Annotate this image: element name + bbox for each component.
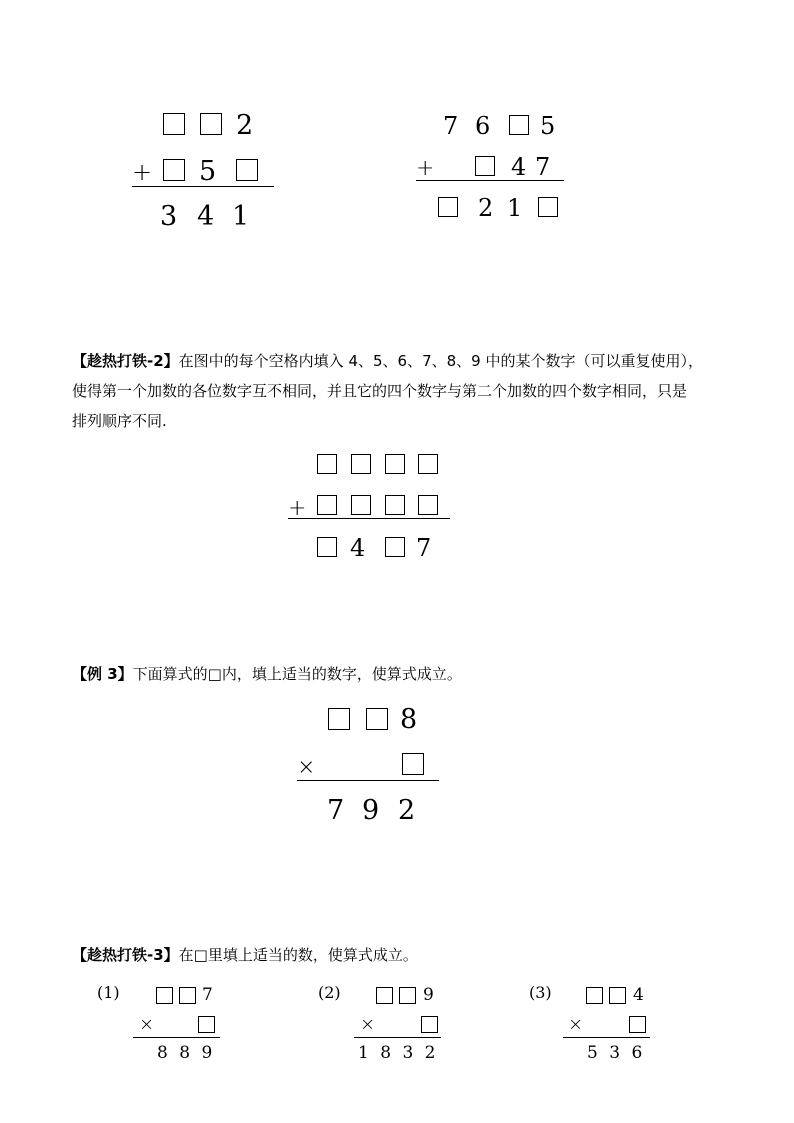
blank-box[interactable] [385,495,405,515]
sum-line [132,186,274,187]
blank-box[interactable] [351,454,371,474]
exercise-2-text [72,346,732,436]
blank-box[interactable] [509,115,529,135]
sub-puzzle-label: (1) [97,983,120,1002]
plus-sign: + [288,496,307,521]
blank-box[interactable] [586,987,603,1004]
product-line [563,1037,650,1038]
blank-box[interactable] [421,1016,438,1033]
digit: 1 [232,201,250,232]
blank-box[interactable] [163,159,185,181]
digit: 2 [478,194,494,222]
times-sign: × [139,1014,155,1035]
blank-box[interactable] [629,1016,646,1033]
blank-box[interactable] [385,537,405,557]
digit: 8 [400,704,418,735]
blank-box[interactable] [402,753,424,775]
digit: 4 [633,985,644,1005]
product-line [133,1037,220,1038]
blank-box[interactable] [179,987,196,1004]
blank-box[interactable] [538,197,558,217]
plus-sign: + [416,156,435,181]
product-line [354,1037,441,1038]
blank-box[interactable] [418,495,438,515]
exercise-line: 在□里填上适当的数，使算式成立。 [178,946,418,964]
blank-box[interactable] [399,987,416,1004]
blank-box[interactable] [198,1016,215,1033]
digit: 6 [475,112,491,140]
blank-box[interactable] [156,987,173,1004]
exercise-tag: 【趁热打铁-3】 [72,946,179,964]
exercise-line: 在图中的每个空格内填入 4、5、6、7、8、9 中的某个数字（可以重复使用）， [178,352,703,370]
sub-puzzle-label: (3) [529,983,552,1002]
digit: 3 [160,201,178,232]
digit: 4 [511,153,527,181]
blank-box[interactable] [418,454,438,474]
example-tag: 【例 3】 [72,665,133,683]
digit: 9 [362,795,380,826]
result-digits: 5 3 6 [587,1043,646,1063]
example-3-text [72,659,732,689]
sub-puzzle-label: (2) [318,983,341,1002]
digit: 2 [236,110,254,141]
digit: 5 [199,156,217,187]
example-line: 下面算式的□内，填上适当的数字，使算式成立。 [132,665,462,683]
exercise-3-text [72,940,732,970]
sum-line [288,518,450,519]
plus-sign: + [132,158,153,186]
digit: 1 [507,194,523,222]
blank-box[interactable] [317,537,337,557]
digit: 7 [443,112,459,140]
exercise-tag: 【趁热打铁-2】 [72,352,179,370]
digit: 9 [423,985,434,1005]
digit: 7 [535,153,551,181]
blank-box[interactable] [366,708,388,730]
result-digits: 1 8 3 2 [358,1043,439,1063]
blank-box[interactable] [317,495,337,515]
blank-box[interactable] [385,454,405,474]
times-sign: × [360,1014,376,1035]
blank-box[interactable] [236,159,258,181]
digit: 7 [416,534,432,562]
digit: 7 [327,795,345,826]
result-digits: 8 8 9 [157,1043,216,1063]
digit: 2 [398,795,416,826]
digit: 5 [540,112,556,140]
blank-box[interactable] [609,987,626,1004]
sum-line [416,180,564,181]
digit: 7 [202,985,213,1005]
blank-box[interactable] [328,708,350,730]
digit: 4 [197,201,215,232]
digit: 4 [350,534,366,562]
times-sign: × [568,1014,584,1035]
exercise-line: 使得第一个加数的各位数字互不相同，并且它的四个数字与第二个加数的四个数字相同，只是 [72,382,688,400]
blank-box[interactable] [317,454,337,474]
blank-box[interactable] [376,987,393,1004]
blank-box[interactable] [475,156,495,176]
exercise-line: 排列顺序不同. [72,412,167,430]
times-sign: × [297,755,316,780]
blank-box[interactable] [200,113,222,135]
blank-box[interactable] [438,197,458,217]
blank-box[interactable] [351,495,371,515]
product-line [297,780,439,781]
blank-box[interactable] [163,113,185,135]
